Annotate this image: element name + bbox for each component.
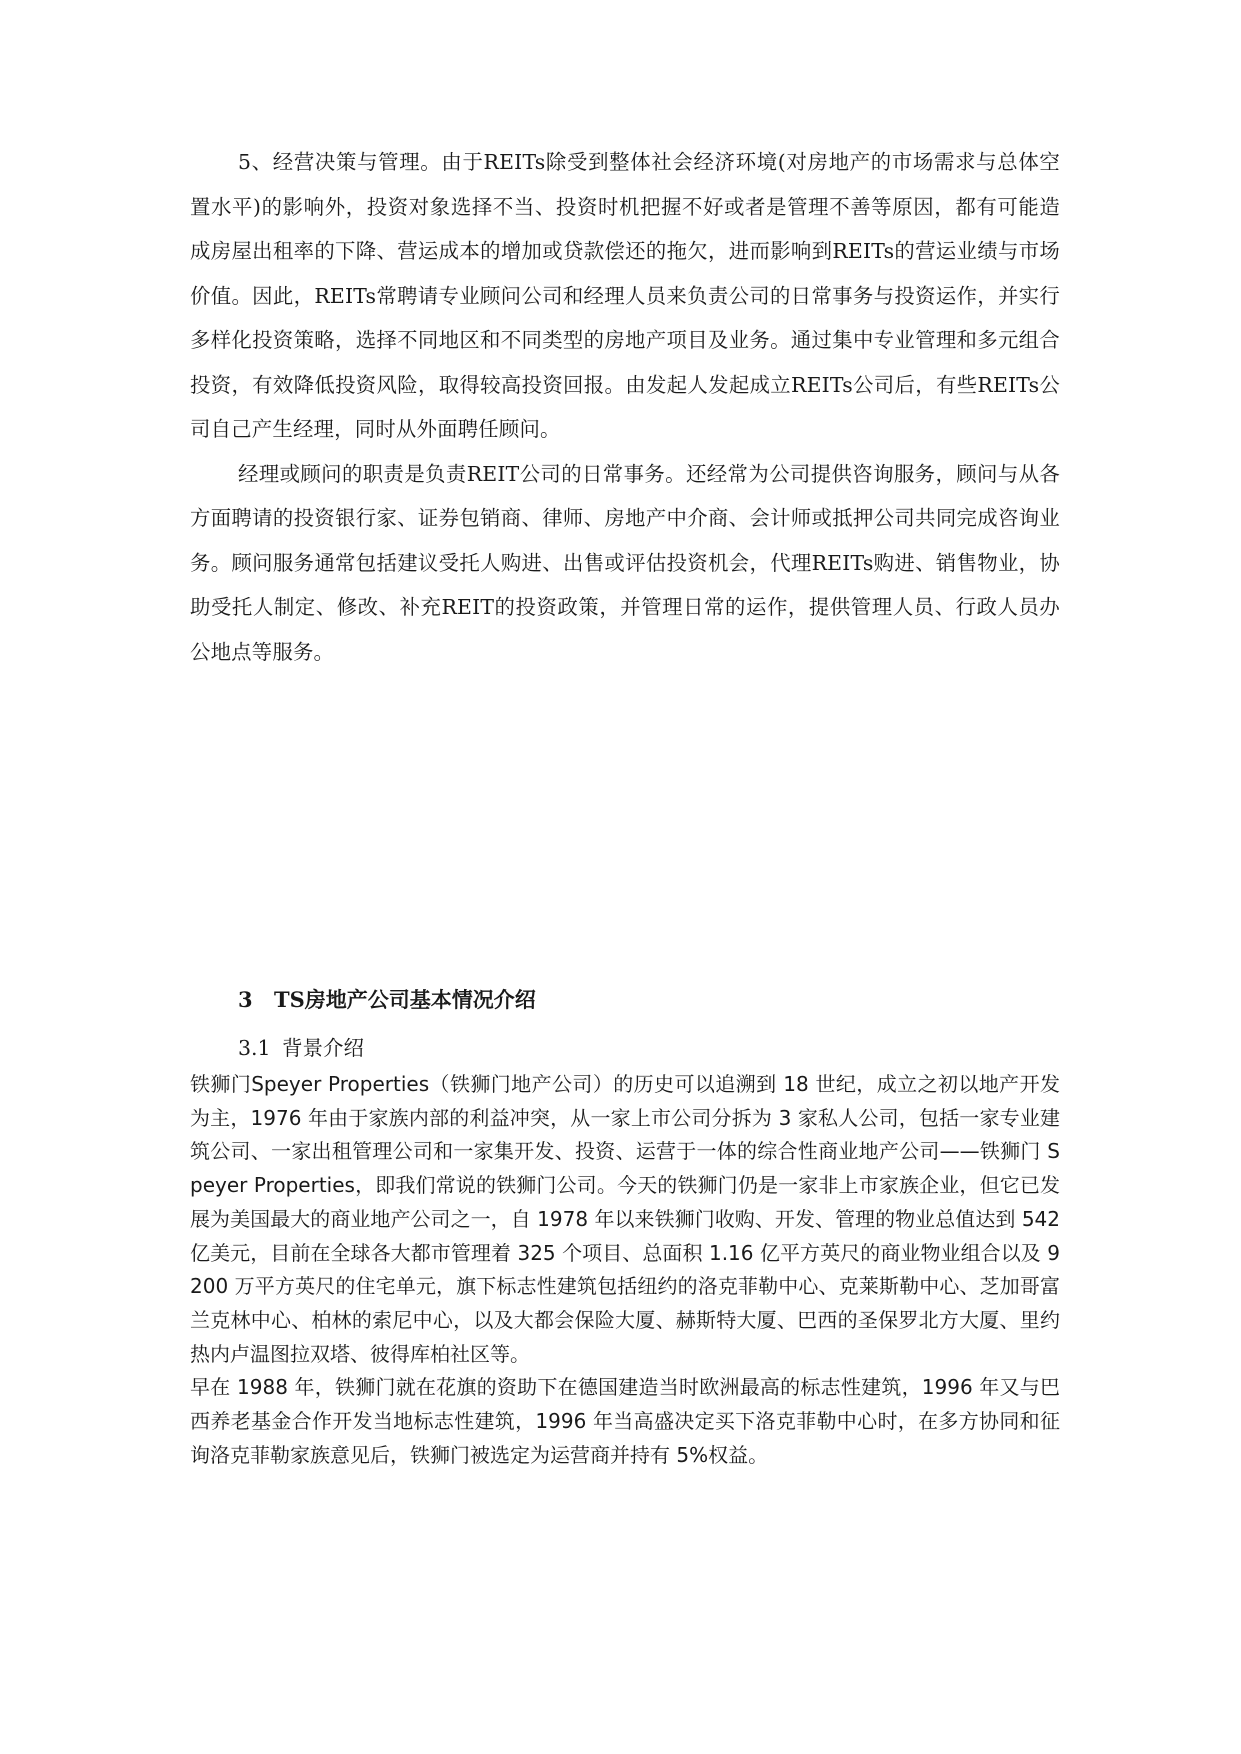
body-text-upper bbox=[190, 140, 1060, 674]
subsection-number: 3.1 bbox=[238, 1036, 271, 1060]
section-number: 3 bbox=[238, 987, 253, 1012]
paragraph-business-management: 5、经营决策与管理。由于REITs除受到整体社会经济环境(对房地产的市场需求与总体空置水平)的影响外，投资对象选择不当、投资时机把握不好或者是管理不善等原因，都有可能造成房屋出租率的下降、营运成本的增加或贷款偿还的拖欠，进而影响到REITs的营运业绩与市场价值。因此，REITs常聘请专业顾问公司和经理人员来负责公司的日常事务与投资运作，并实行多样化投资策略，选择不同地区和不同类型的房地产项目及业务。通过集中专业管理和多元组合投资，有效降低投资风险，取得较高投资回报。由发起人发起成立REITs公司后，有些REITs公司自己产生经理，同时从外面聘任顾问。 bbox=[190, 150, 1060, 441]
subsection-title-text: 背景介绍 bbox=[282, 1036, 364, 1060]
subsection-heading bbox=[238, 1033, 364, 1063]
paragraph-early-projects: 早在 1988 年，铁狮门就在花旗的资助下在德国建造当时欧洲最高的标志性建筑，1996 年又与巴西养老基金合作开发当地标志性建筑，1996 年当高盛决定买下洛克菲勒中心时，在多方协同和征询洛克菲勒家族意见后，铁狮门被选定为运营商并持有 5%权益。 bbox=[190, 1375, 1060, 1467]
paragraph-manager-duties: 经理或顾问的职责是负责REIT公司的日常事务。还经常为公司提供咨询服务，顾问与从各方面聘请的投资银行家、证券包销商、律师、房地产中介商、会计师或抵押公司共同完成咨询业务。顾问服务通常包括建议受托人购进、出售或评估投资机会，代理REITs购进、销售物业，协助受托人制定、修改、补充REIT的投资政策，并管理日常的运作，提供管理人员、行政人员办公地点等服务。 bbox=[190, 461, 1060, 664]
paragraph-company-history: 铁狮门Speyer Properties（铁狮门地产公司）的历史可以追溯到 18 世纪，成立之初以地产开发为主，1976 年由于家族内部的利益冲突，从一家上市公司分拆为 3 家私人公司，包括一家专业建筑公司、一家出租管理公司和一家集开发、投资、运营于一体的综合性商业地产公司——铁狮门 Speyer Properties，即我们常说的铁狮门公司。今天的铁狮门仍是一家非上市家族企业，但它已发展为美国最大的商业地产公司之一，自 1978 年以来铁狮门收购、开发、管理的物业总值达到 542 亿美元，目前在全球各大都市管理着 325 个项目、总面积 1.16 亿平方英尺的商业物业组合以及 9200 万平方英尺的住宅单元，旗下标志性建筑包括纽约的洛克菲勒中心、克莱斯勒中心、芝加哥富兰克林中心、柏林的索尼中心，以及大都会保险大厦、赫斯特大厦、巴西的圣保罗北方大厦、里约热内卢温图拉双塔、彼得库柏社区等。 bbox=[190, 1072, 1060, 1366]
section-title-text: TS房地产公司基本情况介绍 bbox=[274, 987, 536, 1012]
section-heading bbox=[238, 985, 536, 1015]
body-text-lower bbox=[190, 1068, 1060, 1472]
